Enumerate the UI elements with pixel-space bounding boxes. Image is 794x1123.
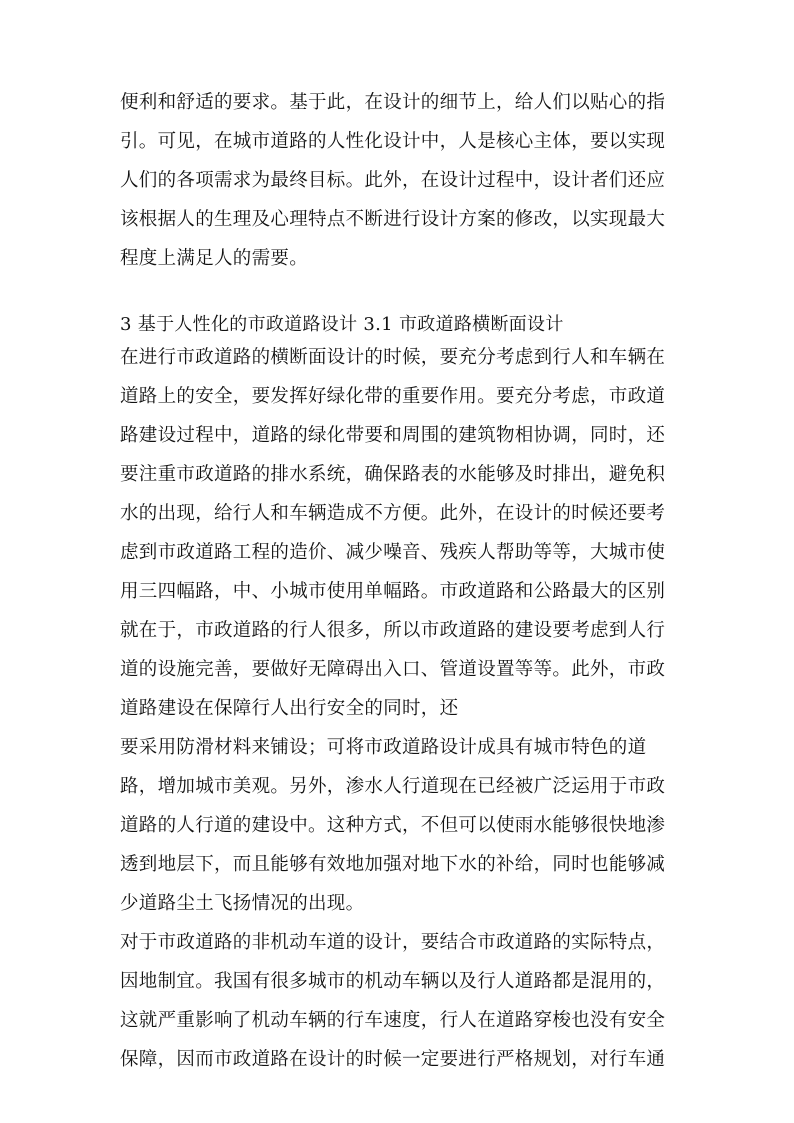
- section-heading: 3 基于人性化的市政道路设计 3.1 市政道路横断面设计: [120, 314, 564, 335]
- text-line: 用三四幅路，中、小城市使用单幅路。市政道路和公路最大的区别: [120, 581, 666, 602]
- text-line: 透到地层下，而且能够有效地加强对地下水的补给，同时也能够减: [120, 854, 666, 875]
- text-line: 因地制宜。我国有很多城市的机动车辆以及行人道路都是混用的，: [120, 971, 666, 992]
- text-line: 道的设施完善，要做好无障碍出入口、管道设置等等。此外，市政: [120, 659, 666, 680]
- text-line: 路，增加城市美观。另外，渗水人行道现在已经被广泛运用于市政: [120, 776, 666, 797]
- text-line: 道路的人行道的建设中。这种方式，不但可以使雨水能够很快地渗: [120, 815, 666, 836]
- text-line: 在进行市政道路的横断面设计的时候，要充分考虑到行人和车辆在: [120, 347, 666, 368]
- text-line: 对于市政道路的非机动车道的设计，要结合市政道路的实际特点，: [120, 932, 666, 953]
- text-line: 要采用防滑材料来铺设；可将市政道路设计成具有城市特色的道: [120, 737, 647, 758]
- text-line: 道路上的安全，要发挥好绿化带的重要作用。要充分考虑，市政道: [120, 386, 666, 407]
- text-line: 路建设过程中，道路的绿化带要和周围的建筑物相协调，同时，还: [120, 425, 666, 446]
- text-line: 引。可见，在城市道路的人性化设计中，人是核心主体，要以实现: [120, 131, 666, 152]
- text-line: 该根据人的生理及心理特点不断进行设计方案的修改，以实现最大: [120, 209, 666, 230]
- text-line: 水的出现，给行人和车辆造成不方便。此外，在设计的时候还要考: [120, 503, 666, 524]
- text-line: 人们的各项需求为最终目标。此外，在设计过程中，设计者们还应: [120, 170, 666, 191]
- text-line: 要注重市政道路的排水系统，确保路表的水能够及时排出，避免积: [120, 464, 666, 485]
- text-line: 程度上满足人的需要。: [120, 248, 309, 269]
- text-line: 少道路尘土飞扬情况的出现。: [120, 893, 365, 914]
- text-line: 就在于，市政道路的行人很多，所以市政道路的建设要考虑到人行: [120, 620, 666, 641]
- text-line: 这就严重影响了机动车辆的行车速度，行人在道路穿梭也没有安全: [120, 1010, 666, 1031]
- text-line: 保障，因而市政道路在设计的时候一定要进行严格规划，对行车通: [120, 1049, 666, 1070]
- text-line: 虑到市政道路工程的造价、减少噪音、残疾人帮助等等，大城市使: [120, 542, 666, 563]
- text-line: 道路建设在保障行人出行安全的同时，还: [120, 698, 459, 719]
- text-line: 便利和舒适的要求。基于此，在设计的细节上，给人们以贴心的指: [120, 92, 666, 113]
